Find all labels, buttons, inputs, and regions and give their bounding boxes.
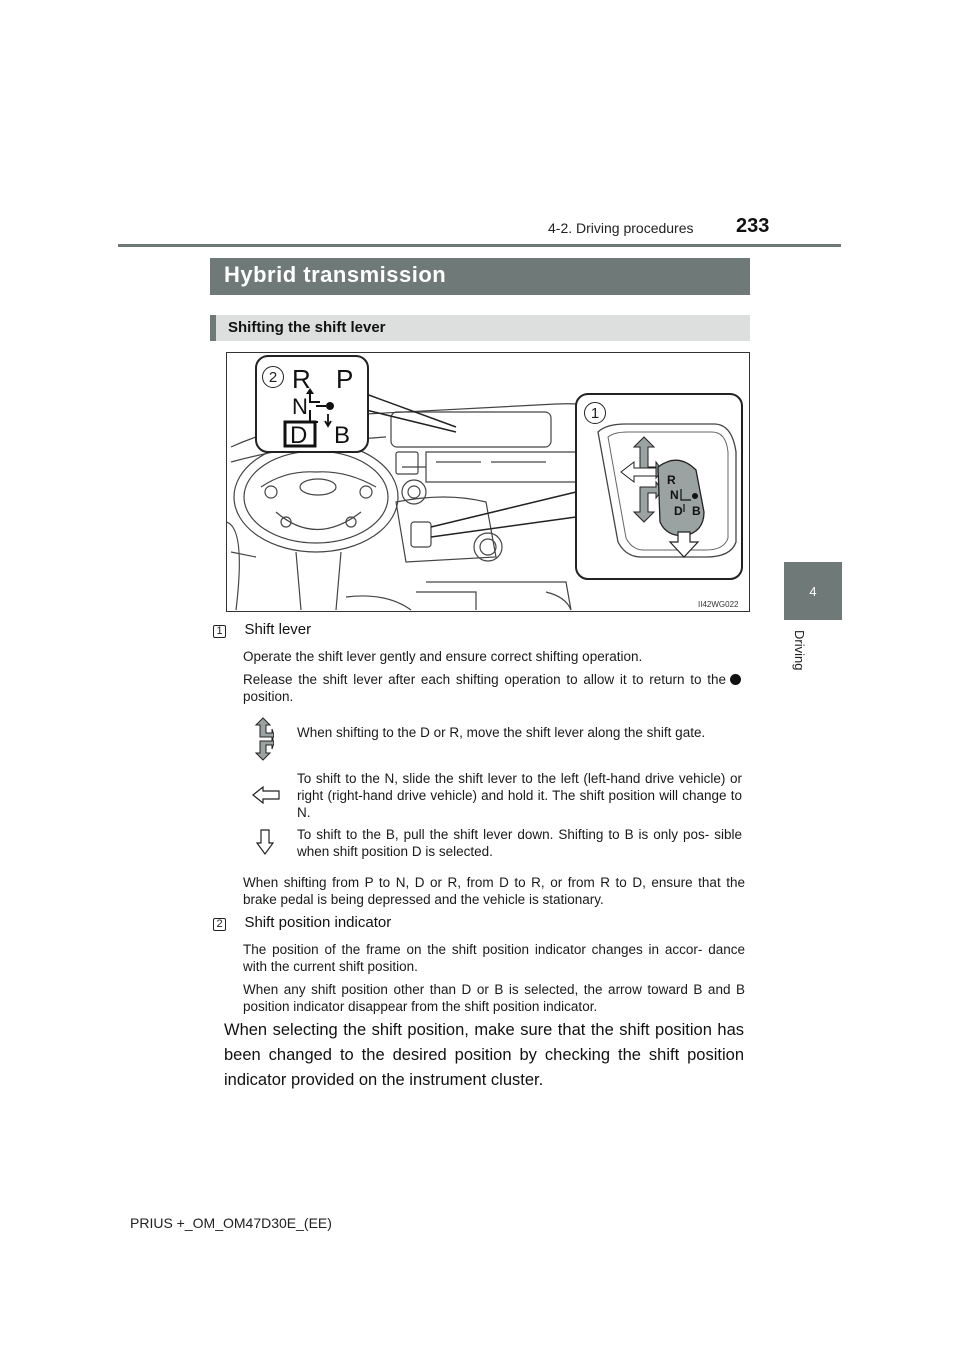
section-title: Hybrid transmission xyxy=(224,262,447,287)
item-1-paragraph-3: When shifting from P to N, D or R, from D to R, or from R to D, ensure that the brake pedal is being depressed and the vehicle is stationary. xyxy=(243,875,745,907)
indicator-n: N xyxy=(292,394,308,419)
arrow-row-2-text: To shift to the N, slide the shift lever to the left (left-hand drive vehicle) or right (right-hand drive vehicle) and hold it. The shift position will change to N. xyxy=(297,771,742,820)
section-breadcrumb: 4-2. Driving procedures xyxy=(548,220,694,236)
section-title-bar xyxy=(210,258,750,295)
callout-2-badge: 2 xyxy=(262,366,284,388)
chapter-label: Driving xyxy=(792,630,807,671)
item-1-paragraph-2 xyxy=(243,671,745,705)
callout-1-badge: 1 xyxy=(584,402,606,424)
document-footer: PRIUS +_OM_OM47D30E_(EE) xyxy=(130,1215,332,1231)
knob-n: N xyxy=(670,488,679,502)
item-1-paragraph-1: Operate the shift lever gently and ensure correct shifting operation. xyxy=(243,649,643,664)
arrow-up-down-icon xyxy=(252,717,274,761)
neutral-dot-icon xyxy=(730,674,741,685)
chapter-tab xyxy=(784,562,842,620)
item-1-number: 1 xyxy=(213,625,226,638)
arrow-row-3-text: To shift to the B, pull the shift lever down. Shifting to B is only pos- sible when shift position D is selected. xyxy=(297,827,742,859)
indicator-p: P xyxy=(336,364,354,394)
chapter-label-wrap xyxy=(789,630,809,690)
header-divider xyxy=(118,244,841,247)
item-2-paragraph-1: The position of the frame on the shift position indicator changes in accor- dance with the current shift position. xyxy=(243,942,745,974)
body-paragraph: When selecting the shift position, make sure that the shift position has been changed to the desired position by checking the shift position indicator provided on the instrument cluster. xyxy=(224,1021,744,1089)
arrow-left-icon xyxy=(252,786,280,804)
knob-d: D xyxy=(674,504,683,518)
arrow-row-1-text: When shifting to the D or R, move the shift lever along the shift gate. xyxy=(297,725,706,740)
subsection-title-bar xyxy=(210,315,750,341)
chapter-number: 4 xyxy=(809,583,817,599)
indicator-r: R xyxy=(292,364,311,394)
item-1-p2-start: Release the shift lever after each shifting operation to allow it to return to the xyxy=(243,672,726,687)
item-1-heading xyxy=(213,621,753,639)
indicator-d: D xyxy=(290,422,308,449)
page-number: 233 xyxy=(736,215,770,237)
illustration-code: II42WG022 xyxy=(698,600,739,609)
item-2-number: 2 xyxy=(213,918,226,931)
shift-lever-illustration xyxy=(226,352,750,612)
item-2-heading xyxy=(213,914,753,932)
indicator-b: B xyxy=(334,422,351,449)
item-1-title: Shift lever xyxy=(244,621,312,638)
knob-r: R xyxy=(667,473,676,487)
knob-b: B xyxy=(692,504,701,518)
subsection-title: Shifting the shift lever xyxy=(228,319,386,336)
item-2-title: Shift position indicator xyxy=(244,914,392,931)
item-2-paragraph-2: When any shift position other than D or B is selected, the arrow toward B and B position indicator disappear from the shift position indicator. xyxy=(243,982,745,1014)
item-1-p2-end: position. xyxy=(243,689,294,704)
arrow-down-icon xyxy=(256,829,274,855)
